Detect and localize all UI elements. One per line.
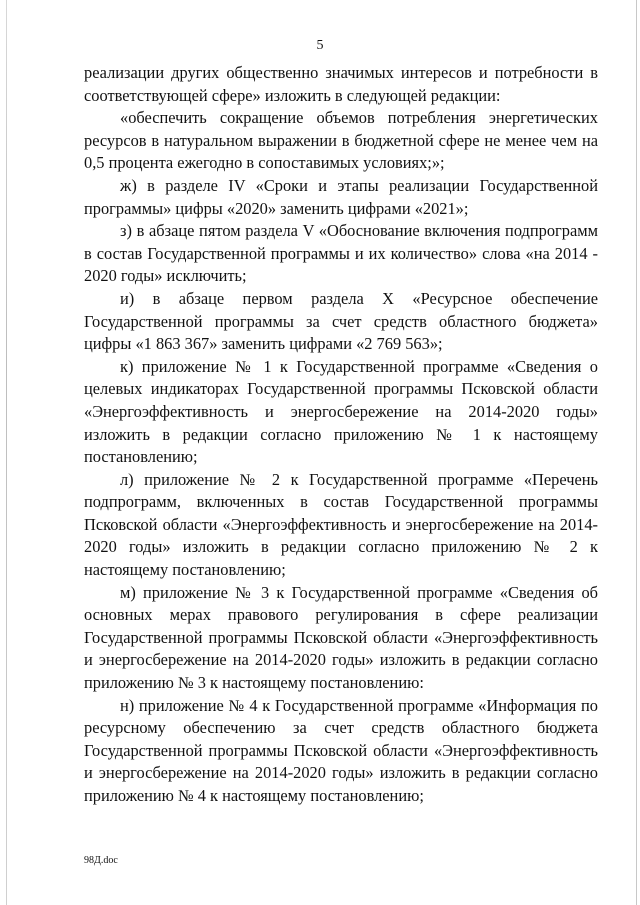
paragraph-item-m: м) приложение № 3 к Государственной программе «Сведения об основных мерах правового регулирования в сфере реализации Государственной программы Псковской области «Энергоэффективность и энергосбережение на 2014-2020 годы» изложить в редакции согласно приложению № 3 к настоящему постановлению:: [84, 582, 598, 693]
page-number: 5: [316, 38, 324, 53]
paragraph-quote: «обеспечить сокращение объемов потребления энергетических ресурсов в натуральном выражении в бюджетной сфере не менее чем на 0,5 процента ежегодно в сопоставимых условиях;»;: [84, 108, 598, 173]
scan-right-edge: [636, 0, 637, 905]
paragraph-continuation: реализации других общественно значимых интересов и потребности в соответствующей сфере» изложить в следующей редакции:: [84, 63, 598, 105]
scan-left-edge: [6, 0, 7, 905]
paragraph-item-k: к) приложение № 1 к Государственной программе «Сведения о целевых индикаторах Государственной программы Псковской области «Энергоэффективность и энергосбережение на 2014-2020 годы» изложить в редакции согласно приложению № 1 к настоящему постановлению;: [84, 356, 598, 467]
paragraph-item-i: и) в абзаце первом раздела X «Ресурсное обеспечение Государственной программы за счет средств областного бюджета» цифры «1 863 367» заменить цифрами «2 769 563»;: [84, 288, 598, 354]
document-body: [84, 62, 598, 808]
paragraph-item-z: з) в абзаце пятом раздела V «Обоснование включения подпрограмм в состав Государственной программы и их количество» слова «на 2014 - 2020 годы» исключить;: [84, 221, 598, 286]
paragraph-item-l: л) приложение № 2 к Государственной программе «Перечень подпрограмм, включенных в состав Государственной программы Псковской области «Энергоэффективность и энергосбережение на 2014-2020 годы» изложить в редакции согласно приложению № 2 к настоящему постановлению;: [84, 469, 598, 580]
footer-filename: 98Д.doc: [84, 855, 118, 866]
paragraph-item-zh: ж) в разделе IV «Сроки и этапы реализации Государственной программы» цифры «2020» заменить цифрами «2021»;: [84, 175, 598, 218]
paragraph-item-n: н) приложение № 4 к Государственной программе «Информация по ресурсному обеспечению за счет средств областного бюджета Государственной программы Псковской области «Энергоэффективность и энергосбережение на 2014-2020 годы» изложить в редакции согласно приложению № 4 к настоящему постановлению;: [84, 695, 598, 805]
